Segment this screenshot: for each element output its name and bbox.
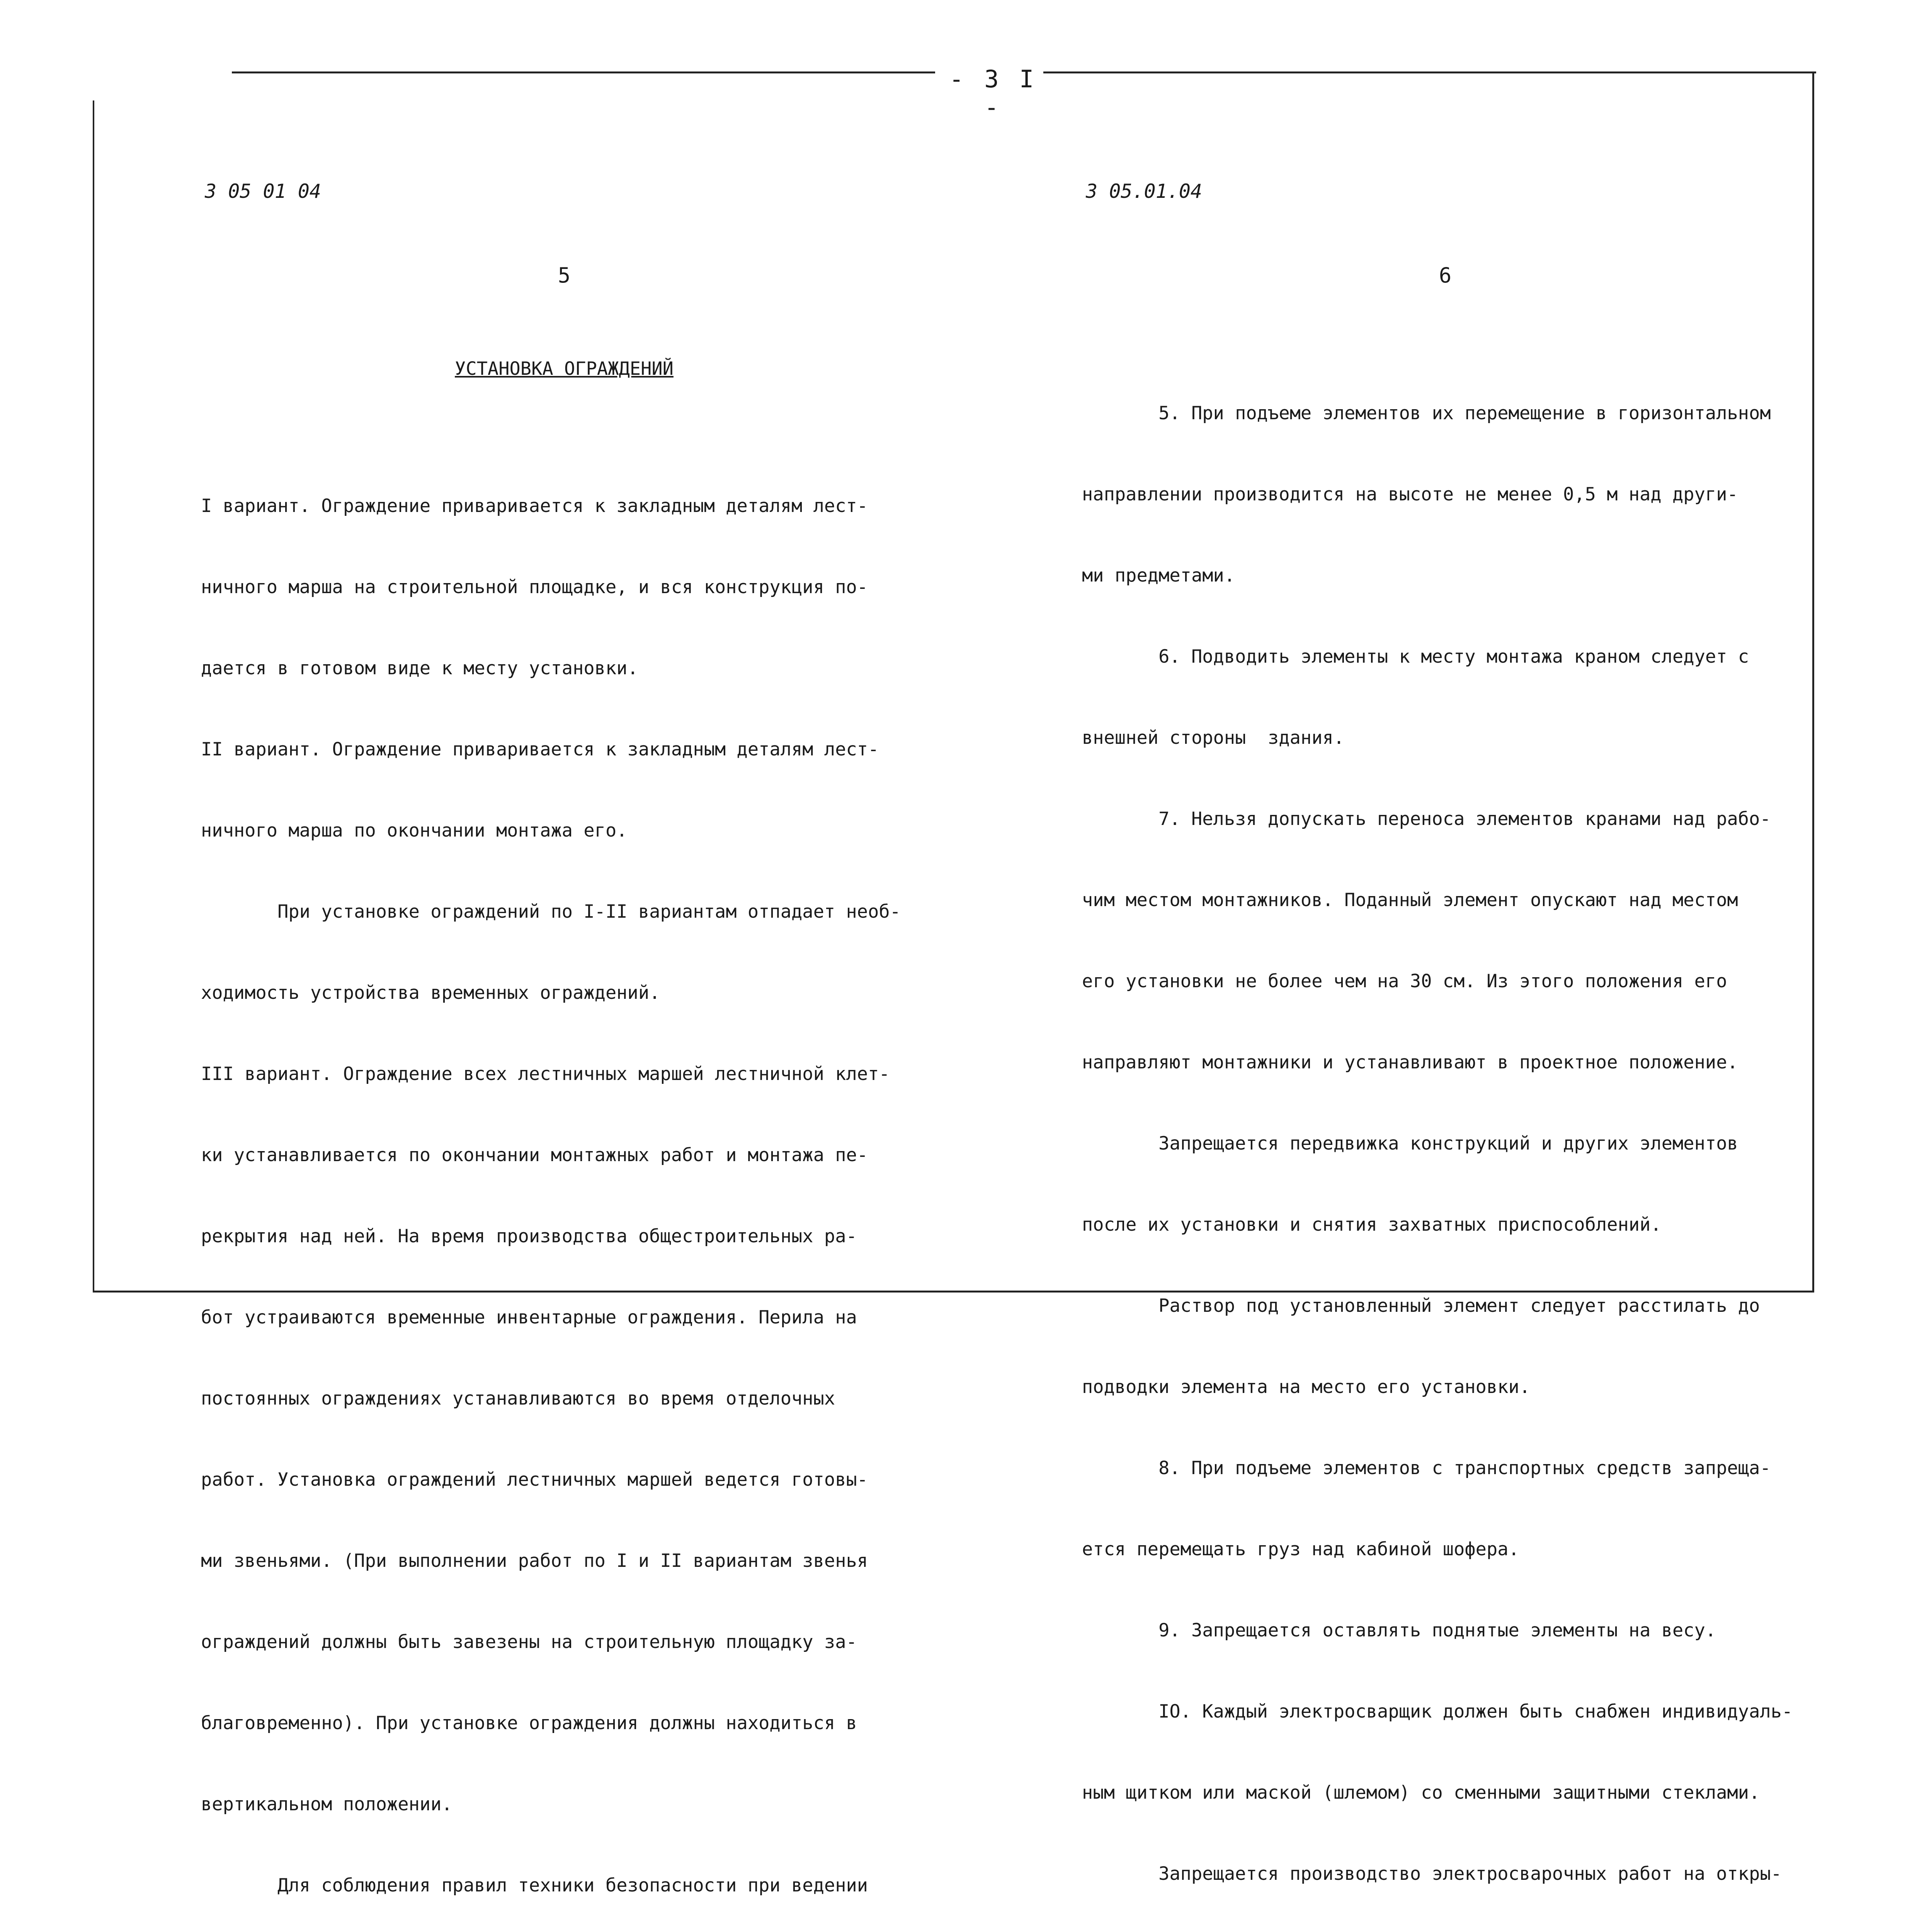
frame-top-rule-right [1043, 71, 1816, 73]
text-line: бот устраиваются временные инвентарные ограждения. Перила на [201, 1307, 857, 1328]
text-line: ничного марша по окончании монтажа его. [201, 820, 628, 841]
text-line: подводки элемента на место его установки. [1082, 1376, 1531, 1398]
text-line: вертикальном положении. [201, 1794, 452, 1815]
right-column [1082, 124, 1808, 1932]
text-line: направляют монтажники и устанавливают в проектное положение. [1082, 1052, 1738, 1073]
text-line: Для соблюдения правил техники безопасности при ведении [201, 1875, 868, 1896]
frame-top-rule-left [232, 71, 935, 73]
text-line: дается в готовом виде к месту установки. [201, 658, 638, 679]
text-line: его установки не более чем на 30 см. Из этого положения его [1082, 971, 1727, 992]
text-line: 9. Запрещается оставлять поднятые элементы на весу. [1082, 1620, 1716, 1641]
text-line: 7. Нельзя допускать переноса элементов кранами над рабо- [1082, 808, 1771, 830]
text-line: III вариант. Ограждение всех лестничных маршей лестничной клет- [201, 1063, 890, 1085]
text-line: Запрещается производство электросварочных работ на откры- [1082, 1863, 1782, 1884]
section-title: УСТАНОВКА ОГРАЖДЕНИЙ [455, 358, 674, 379]
text-line: постоянных ограждениях устанавливаются во время отделочных [201, 1388, 835, 1409]
frame-right-rule [1812, 71, 1814, 1293]
text-line: внешней стороны здания. [1082, 727, 1345, 748]
text-line: II вариант. Ограждение приваривается к закладным деталям лест- [201, 739, 879, 760]
text-line: направлении производится на высоте не менее 0,5 м над други- [1082, 484, 1738, 505]
document-code: 3 05.01.04 [1086, 180, 1203, 202]
paragraph-block [201, 439, 927, 1932]
text-line: I вариант. Ограждение приваривается к закладным деталям лест- [201, 495, 868, 517]
frame-left-rule [93, 100, 94, 1293]
text-line: работ. Установка ограждений лестничных маршей ведется готовы- [201, 1469, 868, 1490]
text-line: 5. При подъеме элементов их перемещение в горизонтальном [1082, 403, 1771, 424]
text-line: IO. Каждый электросварщик должен быть снабжен индивидуаль- [1082, 1701, 1793, 1722]
text-line: При установке ограждений по I-II вариантам отпадает необ- [201, 901, 901, 922]
page-number: - 3 I - [949, 65, 1037, 121]
text-line: рекрытия над ней. На время производства общестроительных ра- [201, 1226, 857, 1247]
text-line: 8. При подъеме элементов с транспортных средств запреща- [1082, 1458, 1771, 1479]
column-number: 6 [1439, 263, 1452, 287]
text-line: 6. Подводить элементы к месту монтажа краном следует с [1082, 646, 1749, 667]
text-line: ным щитком или маской (шлемом) со сменными защитными стеклами. [1082, 1782, 1760, 1803]
left-column [201, 124, 927, 1932]
text-line: ми звеньями. (При выполнении работ по I и II вариантам звенья [201, 1550, 868, 1571]
text-line: после их установки и снятия захватных приспособлений. [1082, 1214, 1662, 1235]
text-line: ничного марша на строительной площадке, и вся конструкция по- [201, 577, 868, 598]
text-line: ми предметами. [1082, 565, 1235, 586]
text-line: ется перемещать груз над кабиной шофера. [1082, 1539, 1519, 1560]
text-line: благовременно). При установке ограждения должны находиться в [201, 1713, 857, 1734]
text-line: Запрещается передвижка конструкций и других элементов [1082, 1133, 1738, 1154]
text-line: чим местом монтажников. Поданный элемент опускают над местом [1082, 889, 1738, 911]
text-line: Раствор под установленный элемент следует расстилать до [1082, 1295, 1760, 1316]
document-code: 3 05 01 04 [205, 180, 321, 202]
column-number: 5 [558, 263, 571, 287]
text-line: ограждений должны быть завезены на строительную площадку за- [201, 1631, 857, 1653]
text-line: ки устанавливается по окончании монтажных работ и монтажа пе- [201, 1145, 868, 1166]
text-line: ходимость устройства временных ограждений. [201, 982, 660, 1003]
paragraph-block [1082, 346, 1808, 1932]
